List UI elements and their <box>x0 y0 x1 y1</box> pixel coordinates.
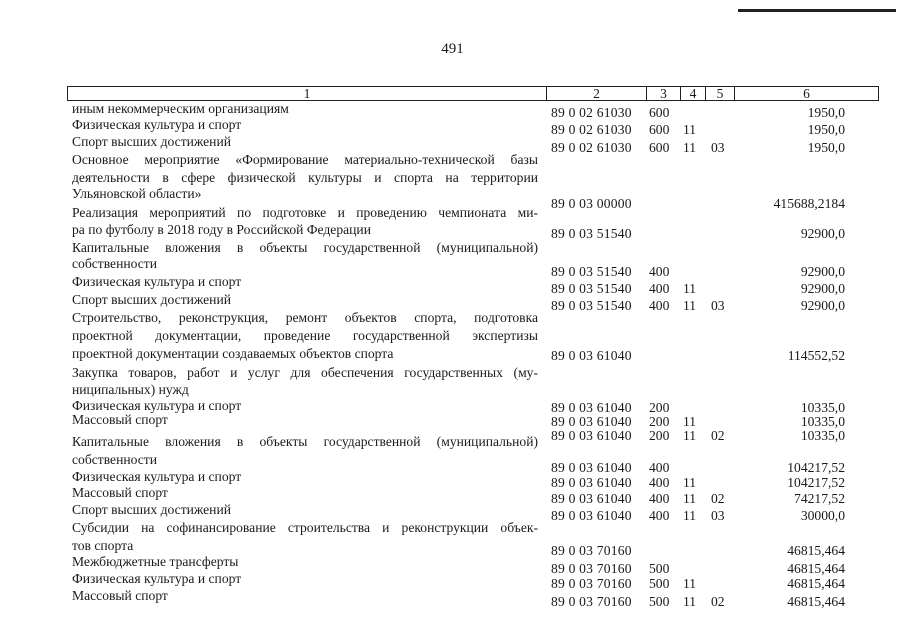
code-cell-c4: 11 <box>683 508 697 523</box>
code-cell-c6: 46815,464 <box>787 561 845 576</box>
code-cell-c6: 30000,0 <box>800 508 845 523</box>
code-cell-c4: 11 <box>683 594 697 609</box>
description-line: деятельности в сфере физической культуры и спорта на территории <box>72 170 538 185</box>
header-col-4: 4 <box>680 86 706 101</box>
code-cell-c4: 11 <box>683 122 697 137</box>
code-cell-c2: 89 0 03 61040 <box>551 460 632 475</box>
code-cell-c2: 89 0 03 61040 <box>551 475 632 490</box>
code-cell-c2: 89 0 03 70160 <box>551 543 632 558</box>
code-cell-c5: 03 <box>711 508 725 523</box>
description-line: Спорт высших достижений <box>72 292 231 307</box>
code-cell-c4: 11 <box>683 140 697 155</box>
code-cell-c2: 89 0 03 61040 <box>551 508 632 523</box>
code-cell-c3: 200 <box>649 428 670 443</box>
code-cell-c3: 400 <box>649 264 670 279</box>
description-line: Реализация мероприятий по подготовке и проведению чемпионата ми- <box>72 205 538 220</box>
description-line: Ульяновской области» <box>72 186 202 201</box>
description-line: Строительство, реконструкция, ремонт объектов спорта, подготовка <box>72 310 538 325</box>
code-cell-c4: 11 <box>683 281 697 296</box>
description-line: Спорт высших достижений <box>72 502 231 517</box>
description-line: Массовый спорт <box>72 588 168 603</box>
code-cell-c4: 11 <box>683 491 697 506</box>
header-col-2: 2 <box>546 86 647 101</box>
code-cell-c3: 600 <box>649 122 670 137</box>
header-col-5: 5 <box>705 86 735 101</box>
code-cell-c2: 89 0 02 61030 <box>551 105 632 120</box>
code-cell-c2: 89 0 03 61040 <box>551 428 632 443</box>
code-cell-c5: 02 <box>711 491 725 506</box>
code-cell-c6: 1950,0 <box>807 122 845 137</box>
description-line: Капитальные вложения в объекты государственной (муниципальной) <box>72 434 538 449</box>
code-cell-c2: 89 0 03 51540 <box>551 281 632 296</box>
code-cell-c3: 200 <box>649 414 670 429</box>
table-header <box>68 86 879 101</box>
code-cell-c3: 400 <box>649 508 670 523</box>
page-number: 491 <box>441 41 464 57</box>
code-cell-c3: 400 <box>649 298 670 313</box>
code-cell-c2: 89 0 03 00000 <box>551 196 632 211</box>
description-line: Закупка товаров, работ и услуг для обеспечения государственных (му- <box>72 365 538 380</box>
description-line: Спорт высших достижений <box>72 134 231 149</box>
description-line: собственности <box>72 256 158 271</box>
code-cell-c6: 92900,0 <box>800 264 845 279</box>
code-cell-c4: 11 <box>683 428 697 443</box>
code-cell-c6: 114552,52 <box>787 348 845 363</box>
code-cell-c6: 46815,464 <box>787 543 845 558</box>
scan-edge-mark <box>738 9 896 12</box>
code-cell-c6: 92900,0 <box>800 281 845 296</box>
code-cell-c2: 89 0 02 61030 <box>551 122 632 137</box>
code-cell-c6: 1950,0 <box>807 140 845 155</box>
description-line: Физическая культура и спорт <box>72 274 242 289</box>
code-cell-c3: 500 <box>649 594 670 609</box>
code-cell-c3: 500 <box>649 561 670 576</box>
code-cell-c6: 104217,52 <box>787 460 845 475</box>
code-cell-c2: 89 0 03 70160 <box>551 561 632 576</box>
description-line: Физическая культура и спорт <box>72 469 242 484</box>
code-cell-c3: 400 <box>649 281 670 296</box>
code-cell-c2: 89 0 03 51540 <box>551 298 632 313</box>
code-cell-c2: 89 0 03 70160 <box>551 594 632 609</box>
code-cell-c6: 10335,0 <box>800 414 845 429</box>
code-cell-c6: 415688,2184 <box>773 196 845 211</box>
code-cell-c4: 11 <box>683 414 697 429</box>
description-line: Массовый спорт <box>72 485 168 500</box>
code-cell-c4: 11 <box>683 475 697 490</box>
code-cell-c2: 89 0 03 61040 <box>551 491 632 506</box>
code-cell-c6: 74217,52 <box>794 491 845 506</box>
description-line: ра по футболу в 2018 году в Российской Федерации <box>72 222 371 237</box>
code-cell-c5: 02 <box>711 428 725 443</box>
description-line: ниципальных) нужд <box>72 382 189 397</box>
description-line: проектной документации создаваемых объектов спорта <box>72 346 394 361</box>
code-cell-c2: 89 0 02 61030 <box>551 140 632 155</box>
code-cell-c2: 89 0 03 61040 <box>551 414 632 429</box>
code-cell-c6: 46815,464 <box>787 576 845 591</box>
header-col-3: 3 <box>646 86 681 101</box>
description-line: Массовый спорт <box>72 412 168 427</box>
code-cell-c2: 89 0 03 51540 <box>551 264 632 279</box>
code-cell-c3: 600 <box>649 105 670 120</box>
code-cell-c2: 89 0 03 70160 <box>551 576 632 591</box>
description-line: Физическая культура и спорт <box>72 571 242 586</box>
description-line: Капитальные вложения в объекты государственной (муниципальной) <box>72 240 538 255</box>
code-cell-c6: 46815,464 <box>787 594 845 609</box>
description-line: Субсидии на софинансирование строительства и реконструкции объек- <box>72 520 538 535</box>
code-cell-c6: 92900,0 <box>800 226 845 241</box>
code-cell-c5: 03 <box>711 298 725 313</box>
header-col-1: 1 <box>67 86 547 101</box>
description-line: собственности <box>72 452 158 467</box>
code-cell-c3: 200 <box>649 400 670 415</box>
code-cell-c4: 11 <box>683 576 697 591</box>
description-line: Физическая культура и спорт <box>72 117 242 132</box>
code-cell-c6: 92900,0 <box>800 298 845 313</box>
code-cell-c6: 10335,0 <box>800 400 845 415</box>
code-cell-c2: 89 0 03 51540 <box>551 226 632 241</box>
code-cell-c5: 03 <box>711 140 725 155</box>
code-cell-c6: 104217,52 <box>787 475 845 490</box>
description-line: проектной документации, проведение государственной экспертизы <box>72 328 538 343</box>
code-cell-c2: 89 0 03 61040 <box>551 348 632 363</box>
code-cell-c3: 600 <box>649 140 670 155</box>
description-line: Межбюджетные трансферты <box>72 554 239 569</box>
code-cell-c6: 1950,0 <box>807 105 845 120</box>
code-cell-c4: 11 <box>683 298 697 313</box>
code-cell-c2: 89 0 03 61040 <box>551 400 632 415</box>
code-cell-c3: 400 <box>649 460 670 475</box>
code-cell-c5: 02 <box>711 594 725 609</box>
description-line: иным некоммерческим организациям <box>72 101 289 116</box>
code-cell-c3: 400 <box>649 491 670 506</box>
code-cell-c3: 400 <box>649 475 670 490</box>
description-line: Основное мероприятие «Формирование материально-технической базы <box>72 152 538 167</box>
header-col-6: 6 <box>734 86 879 101</box>
description-line: Физическая культура и спорт <box>72 398 242 413</box>
description-line: тов спорта <box>72 538 134 553</box>
code-cell-c6: 10335,0 <box>800 428 845 443</box>
code-cell-c3: 500 <box>649 576 670 591</box>
